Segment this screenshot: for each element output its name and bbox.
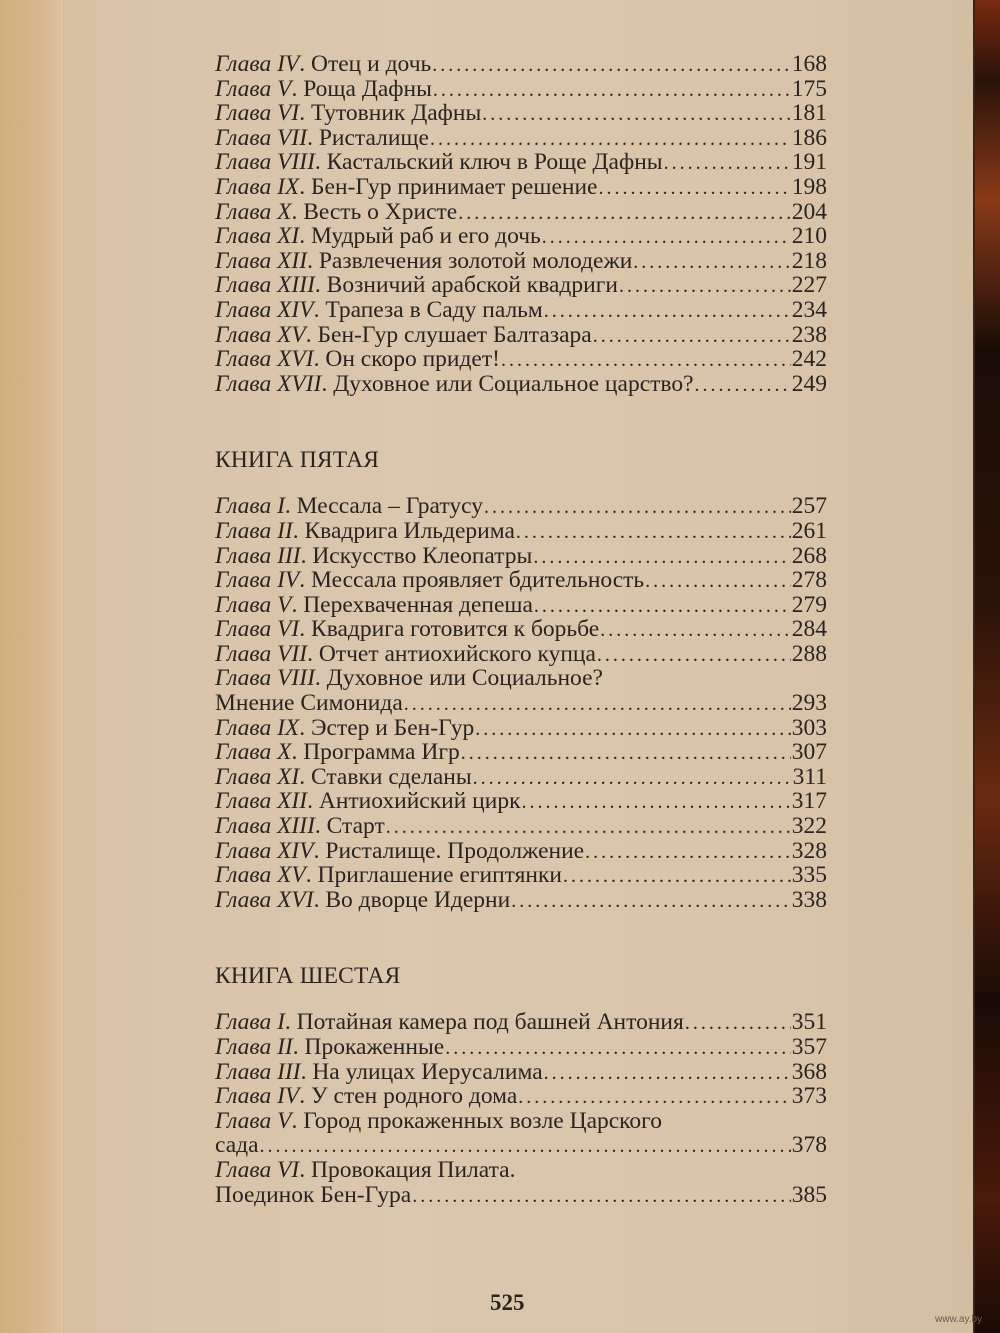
entry-label: Глава XIV. Трапеза в Саду пальм xyxy=(215,296,543,323)
page-ref: 311 xyxy=(792,763,827,790)
chapter-title: Духовное или Социальное царство? xyxy=(333,370,694,397)
chapter-title: Мудрый раб и его дочь xyxy=(311,223,541,250)
entry-label: Глава VII. Ристалище xyxy=(215,124,429,151)
entry-label: Глава XI. Мудрый раб и его дочь xyxy=(215,223,541,250)
entry-label: Глава VI. Тутовник Дафны xyxy=(215,100,482,127)
toc-section xyxy=(215,52,827,396)
chapter-title: Квадрига готовится к борьбе xyxy=(311,616,600,643)
leader-dots xyxy=(522,790,791,815)
chapter-title-continuation: сада xyxy=(215,1132,259,1159)
entry-label: Глава IX. Эстер и Бен-Гур xyxy=(215,714,475,741)
chapter-number: XI xyxy=(277,763,300,790)
page-ref: 338 xyxy=(791,886,827,913)
toc-entry xyxy=(215,249,827,274)
leader-dots xyxy=(260,1134,791,1159)
chapter-number: V xyxy=(277,591,292,618)
chapter-prefix: Глава xyxy=(215,1009,272,1036)
chapter-title: Развлечения золотой молодежи xyxy=(318,247,633,274)
chapter-prefix: Глава xyxy=(215,100,272,127)
chapter-prefix: Глава xyxy=(215,591,272,618)
toc-entry xyxy=(215,150,827,175)
chapter-prefix: Глава xyxy=(215,739,272,766)
chapter-number: I xyxy=(277,493,285,520)
toc-entry xyxy=(215,372,827,397)
leader-dots xyxy=(404,692,791,717)
chapter-title: Прокаженные xyxy=(304,1034,445,1060)
page-ref: 278 xyxy=(791,567,827,594)
entry-label: Глава XIII. Старт xyxy=(215,813,385,840)
entry-label: Глава IV. У стен родного дома xyxy=(215,1083,518,1110)
leader-dots xyxy=(461,741,791,766)
leader-dots xyxy=(432,53,791,78)
chapter-number: VII xyxy=(277,640,308,667)
toc-entry xyxy=(215,1060,827,1085)
chapter-title: Приглашение египтянки xyxy=(317,862,562,889)
entry-label: Глава X. Программа Игр xyxy=(215,739,460,766)
entry-label: Глава IV. Отец и дочь xyxy=(215,51,432,77)
page-ref: 317 xyxy=(791,788,827,815)
chapter-number: VIII xyxy=(277,149,315,176)
page-ref: 335 xyxy=(791,862,827,889)
chapter-prefix: Глава xyxy=(215,493,272,520)
chapter-title: Город прокаженных возле Царского xyxy=(303,1107,662,1134)
page-ref: 168 xyxy=(791,51,827,77)
chapter-number: II xyxy=(277,517,293,544)
toc-section xyxy=(215,962,827,1207)
chapter-title: Мессала проявляет бдительность xyxy=(311,567,645,594)
chapter-prefix: Глава xyxy=(215,223,272,250)
chapter-number: XII xyxy=(277,788,308,815)
chapter-number: IX xyxy=(277,714,300,741)
entry-label: Глава XII. Антиохийский цирк xyxy=(215,788,521,815)
entry-label: Глава III. Искусство Клеопатры xyxy=(215,542,533,569)
chapter-title: У стен родного дома xyxy=(311,1083,518,1110)
entry-label: Глава III. На улицах Иерусалима xyxy=(215,1058,543,1085)
page-ref: 328 xyxy=(791,837,827,864)
chapter-number: XIV xyxy=(277,837,314,864)
toc-entry xyxy=(215,568,827,593)
chapter-prefix: Глава xyxy=(215,321,272,348)
page-ref: 181 xyxy=(791,100,827,127)
page-ref: 218 xyxy=(791,247,827,274)
leader-dots xyxy=(695,373,791,398)
toc-entry xyxy=(215,273,827,298)
entry-label: Глава X. Весть о Христе xyxy=(215,198,458,225)
chapter-number: XVII xyxy=(277,370,322,397)
chapter-title-continuation: Мнение Симонида xyxy=(215,690,403,717)
page-ref: 210 xyxy=(791,223,827,250)
chapter-prefix: Глава xyxy=(215,714,272,741)
chapter-number: XIII xyxy=(277,813,315,840)
page-ref: 279 xyxy=(791,591,827,618)
entry-label: Глава XIII. Возничий арабской квадриги xyxy=(215,272,618,299)
chapter-title: Ставки сделаны xyxy=(311,763,472,790)
leader-dots xyxy=(563,864,791,889)
chapter-title: Весть о Христе xyxy=(303,198,458,225)
toc-entry xyxy=(215,593,827,618)
page-ref: 175 xyxy=(791,75,827,102)
chapter-number: XV xyxy=(277,321,306,348)
toc-entry xyxy=(215,1035,827,1060)
chapter-number: III xyxy=(277,542,301,569)
toc-entry xyxy=(215,863,827,888)
chapter-prefix: Глава xyxy=(215,763,272,790)
toc-entry xyxy=(215,175,827,200)
chapter-number: V xyxy=(277,75,292,102)
chapter-number: XIV xyxy=(277,296,314,323)
chapter-number: X xyxy=(277,739,292,766)
chapter-number: III xyxy=(277,1058,301,1085)
entry-label: Глава XVI. Во дворце Идерни xyxy=(215,886,511,913)
leader-dots xyxy=(685,1011,791,1036)
page-ref: 257 xyxy=(791,493,827,520)
chapter-prefix: Глава xyxy=(215,272,272,299)
page-ref: 198 xyxy=(791,173,827,200)
page-ref: 261 xyxy=(791,517,827,544)
entry-label: Глава V. Город прокаженных возле Царского xyxy=(215,1107,662,1134)
page-ref: 373 xyxy=(791,1083,827,1110)
leader-dots xyxy=(482,102,790,127)
toc-entry xyxy=(215,101,827,126)
chapter-prefix: Глава xyxy=(215,1156,272,1183)
chapter-number: XII xyxy=(277,247,308,274)
leader-dots xyxy=(544,1061,791,1086)
page-ref: 204 xyxy=(791,198,827,225)
page-ref: 322 xyxy=(791,813,827,840)
page-ref: 191 xyxy=(791,149,827,176)
toc-entry xyxy=(215,716,827,741)
chapter-title: Отец и дочь xyxy=(311,51,432,77)
chapter-title: Он скоро придет! xyxy=(325,346,500,373)
toc-entry xyxy=(215,765,827,790)
book-heading: КНИГА ПЯТАЯ xyxy=(215,447,380,474)
leader-dots xyxy=(458,201,791,226)
page-number: 525 xyxy=(490,1290,525,1315)
page-fold-line xyxy=(62,0,64,1333)
chapter-title: Ристалище. Продолжение xyxy=(325,837,585,864)
chapter-number: VI xyxy=(277,100,300,127)
leader-dots xyxy=(433,78,791,103)
entry-label: Глава VI. Квадрига готовится к борьбе xyxy=(215,616,600,643)
leader-dots xyxy=(542,225,791,250)
chapter-number: IV xyxy=(277,567,300,594)
page-ref: 303 xyxy=(791,714,827,741)
chapter-number: XVI xyxy=(277,346,314,373)
leader-dots xyxy=(475,717,790,742)
page-ref: 357 xyxy=(791,1034,827,1060)
chapter-title: Мессала – Гратусу xyxy=(296,493,483,520)
chapter-prefix: Глава xyxy=(215,247,272,274)
leader-dots xyxy=(511,889,791,914)
entry-label: Глава I. Мессала – Гратусу xyxy=(215,493,483,520)
leader-dots xyxy=(633,250,790,275)
chapter-title: Старт xyxy=(326,813,385,840)
chapter-prefix: Глава xyxy=(215,173,272,200)
book-cover-edge xyxy=(973,0,1000,1333)
table-of-contents xyxy=(215,52,827,1207)
entry-label: Глава II. Квадрига Ильдерима xyxy=(215,517,515,544)
book-heading: КНИГА ШЕСТАЯ xyxy=(215,963,401,990)
page-ref: 284 xyxy=(791,616,827,643)
chapter-prefix: Глава xyxy=(215,517,272,544)
chapter-title: Программа Игр xyxy=(303,739,460,766)
leader-dots xyxy=(484,495,791,520)
toc-entry xyxy=(215,642,827,667)
toc-entry xyxy=(215,1010,827,1035)
chapter-number: VII xyxy=(277,124,308,151)
toc-entry xyxy=(215,888,827,913)
leader-dots xyxy=(473,766,792,791)
page-ref: 249 xyxy=(791,370,827,397)
chapter-number: IV xyxy=(277,51,300,77)
toc-entry xyxy=(215,617,827,642)
chapter-number: X xyxy=(277,198,292,225)
leader-dots xyxy=(619,274,791,299)
toc-entry xyxy=(215,224,827,249)
toc-entry xyxy=(215,126,827,151)
chapter-prefix: Глава xyxy=(215,1058,272,1085)
chapter-title-continuation: Поединок Бен-Гура xyxy=(215,1181,412,1208)
entry-label: Глава I. Потайная камера под башней Антония xyxy=(215,1009,684,1036)
page-ref: 307 xyxy=(791,739,827,766)
chapter-number: VIII xyxy=(277,665,315,692)
leader-dots xyxy=(501,348,791,373)
toc-entry xyxy=(215,789,827,814)
chapter-title: Перехваченная депеша xyxy=(303,591,533,618)
leader-dots xyxy=(534,594,791,619)
chapter-number: I xyxy=(277,1009,285,1036)
toc-entry xyxy=(215,1084,827,1109)
toc-entry xyxy=(215,1109,827,1134)
chapter-prefix: Глава xyxy=(215,1083,272,1110)
entry-label: Глава VIII. Духовное или Социальное? xyxy=(215,665,603,692)
entry-label: Глава V. Роща Дафны xyxy=(215,75,432,102)
toc-entry xyxy=(215,200,827,225)
chapter-title: Возничий арабской квадриги xyxy=(326,272,618,299)
chapter-number: XIII xyxy=(277,272,315,299)
chapter-prefix: Глава xyxy=(215,813,272,840)
chapter-prefix: Глава xyxy=(215,1034,272,1060)
leader-dots xyxy=(430,127,791,152)
chapter-prefix: Глава xyxy=(215,542,272,569)
chapter-title: Эстер и Бен-Гур xyxy=(311,714,475,741)
chapter-title: Квадрига Ильдерима xyxy=(304,517,515,544)
toc-section xyxy=(215,446,827,912)
chapter-title: Ристалище xyxy=(318,124,429,151)
chapter-title: Кастальский ключ в Роще Дафны xyxy=(326,149,663,176)
chapter-prefix: Глава xyxy=(215,370,272,397)
toc-entry xyxy=(215,544,827,569)
chapter-number: IV xyxy=(277,1083,300,1110)
chapter-number: V xyxy=(277,1107,292,1134)
chapter-title: Бен-Гур слушает Балтазара xyxy=(317,321,592,348)
entry-label: Глава XVII. Духовное или Социальное царство? xyxy=(215,370,694,397)
chapter-number: II xyxy=(277,1034,293,1060)
toc-entry xyxy=(215,52,827,77)
leader-dots xyxy=(445,1036,791,1061)
chapter-title: Трапеза в Саду пальм xyxy=(325,296,543,323)
leader-dots xyxy=(600,618,791,643)
toc-entry xyxy=(215,814,827,839)
page-ref: 368 xyxy=(791,1058,827,1085)
entry-label: Глава II. Прокаженные xyxy=(215,1034,445,1060)
chapter-prefix: Глава xyxy=(215,1107,272,1134)
chapter-title: Искусство Клеопатры xyxy=(312,542,533,569)
chapter-title: Роща Дафны xyxy=(303,75,432,102)
chapter-title: Духовное или Социальное? xyxy=(326,665,603,692)
page-ref: 227 xyxy=(791,272,827,299)
chapter-title: На улицах Иерусалима xyxy=(312,1058,543,1085)
toc-entry xyxy=(215,323,827,348)
chapter-prefix: Глава xyxy=(215,665,272,692)
chapter-prefix: Глава xyxy=(215,640,272,667)
chapter-title: Во дворце Идерни xyxy=(325,886,511,913)
entry-label: Глава XII. Развлечения золотой молодежи xyxy=(215,247,633,274)
chapter-prefix: Глава xyxy=(215,886,272,913)
page-ref: 268 xyxy=(791,542,827,569)
toc-entry xyxy=(215,494,827,519)
toc-entry-continuation xyxy=(215,1133,827,1158)
chapter-prefix: Глава xyxy=(215,837,272,864)
chapter-title: Потайная камера под башней Антония xyxy=(296,1009,684,1036)
entry-label: Глава VI. Провокация Пилата. xyxy=(215,1156,516,1183)
chapter-prefix: Глава xyxy=(215,75,272,102)
leader-dots xyxy=(664,151,791,176)
chapter-prefix: Глава xyxy=(215,616,272,643)
chapter-title: Антиохийский цирк xyxy=(318,788,521,815)
entry-label: Глава XV. Бен-Гур слушает Балтазара xyxy=(215,321,592,348)
entry-label: Глава XVI. Он скоро придет! xyxy=(215,346,500,373)
toc-entry xyxy=(215,740,827,765)
toc-entry xyxy=(215,1158,827,1183)
entry-label: Глава XI. Ставки сделаны xyxy=(215,763,472,790)
leader-dots xyxy=(518,1085,790,1110)
chapter-prefix: Глава xyxy=(215,862,272,889)
entry-label: Глава V. Перехваченная депеша xyxy=(215,591,533,618)
chapter-prefix: Глава xyxy=(215,149,272,176)
chapter-number: XVI xyxy=(277,886,314,913)
toc-entry xyxy=(215,839,827,864)
chapter-number: IX xyxy=(277,173,300,200)
chapter-number: XI xyxy=(277,223,300,250)
page-ref: 378 xyxy=(791,1132,827,1159)
toc-entry-continuation xyxy=(215,1183,827,1208)
leader-dots xyxy=(544,299,791,324)
leader-dots xyxy=(533,545,790,570)
toc-entry xyxy=(215,77,827,102)
page-ref: 238 xyxy=(791,321,827,348)
entry-label: Глава VII. Отчет антиохийского купца xyxy=(215,640,596,667)
chapter-prefix: Глава xyxy=(215,788,272,815)
chapter-prefix: Глава xyxy=(215,124,272,151)
entry-label: Глава IV. Мессала проявляет бдительность xyxy=(215,567,645,594)
leader-dots xyxy=(516,520,791,545)
leader-dots xyxy=(597,643,791,668)
page-ref: 186 xyxy=(791,124,827,151)
entry-label: Глава XV. Приглашение египтянки xyxy=(215,862,562,889)
page-ref: 293 xyxy=(791,690,827,717)
page-ref: 351 xyxy=(791,1009,827,1036)
leader-dots xyxy=(593,324,791,349)
toc-entry xyxy=(215,298,827,323)
chapter-title: Отчет антиохийского купца xyxy=(318,640,596,667)
watermark: www.ay.by xyxy=(935,1314,983,1325)
toc-entry xyxy=(215,519,827,544)
chapter-number: VI xyxy=(277,1156,300,1183)
chapter-number: XV xyxy=(277,862,306,889)
chapter-number: VI xyxy=(277,616,300,643)
leader-dots xyxy=(412,1184,791,1209)
entry-label: Глава IX. Бен-Гур принимает решение xyxy=(215,173,598,200)
entry-label: Глава XIV. Ристалище. Продолжение xyxy=(215,837,585,864)
chapter-prefix: Глава xyxy=(215,198,272,225)
chapter-prefix: Глава xyxy=(215,51,272,77)
toc-entry-continuation xyxy=(215,691,827,716)
entry-label: Глава VIII. Кастальский ключ в Роще Дафны xyxy=(215,149,663,176)
leader-dots xyxy=(386,815,791,840)
page-ref: 385 xyxy=(791,1181,827,1208)
chapter-title: Тутовник Дафны xyxy=(311,100,482,127)
chapter-title: Провокация Пилата. xyxy=(311,1156,516,1183)
leader-dots xyxy=(598,176,790,201)
page-ref: 242 xyxy=(791,346,827,373)
chapter-prefix: Глава xyxy=(215,296,272,323)
page-ref: 288 xyxy=(791,640,827,667)
chapter-prefix: Глава xyxy=(215,567,272,594)
chapter-prefix: Глава xyxy=(215,346,272,373)
toc-entry xyxy=(215,347,827,372)
chapter-title: Бен-Гур принимает решение xyxy=(311,173,598,200)
leader-dots xyxy=(645,569,791,594)
leader-dots xyxy=(585,840,791,865)
page-ref: 234 xyxy=(791,296,827,323)
toc-entry xyxy=(215,666,827,691)
